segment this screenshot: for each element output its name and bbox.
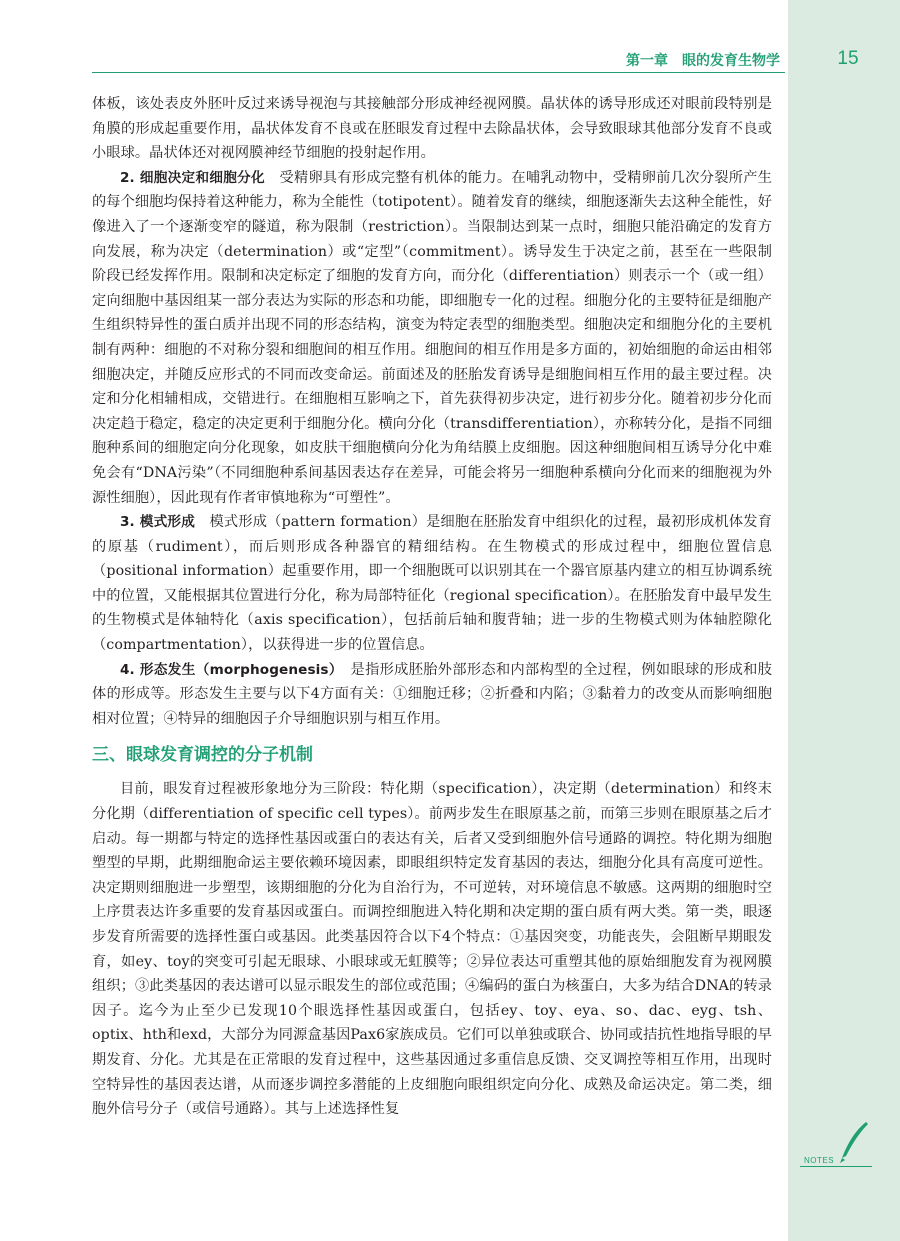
subsection-label-2: 2. 细胞决定和细胞分化 [120, 169, 265, 186]
paragraph-cell-determination [92, 166, 772, 510]
notes-marker [796, 1120, 880, 1170]
chapter-title: 第一章 眼的发育生物学 [626, 53, 780, 69]
section-heading: 三、眼球发育调控的分子机制 [92, 745, 313, 766]
page-body [92, 92, 772, 1122]
notes-sidebar [788, 0, 900, 1241]
subsection-label-3: 3. 模式形成 [120, 514, 196, 531]
header-rule [92, 72, 785, 73]
paragraph-lens-induction: 体板，该处表皮外胚叶反过来诱导视泡与其接触部分形成神经视网膜。晶状体的诱导形成还对眼前段特别是角膜的形成起重要作用，晶状体发育不良或在胚眼发育过程中去除晶状体，会导致眼球其他部分发育不良或小眼球。晶状体还对视网膜神经节细胞的投射起作用。 [92, 96, 772, 162]
paragraph-pattern-formation [92, 510, 772, 658]
subsection-text-2: 受精卵具有形成完整有机体的能力。在哺乳动物中，受精卵前几次分裂所产生的每个细胞均保持着这种能力，称为全能性（totipotent）。随着发育的继续，细胞逐渐失去这种全能性，好像进入了一个逐渐变窄的隧道，称为限制（restriction）。当限制达到某一点时，细胞只能沿确定的发育方向发展，称为决定（determination）或“定型”（commitment）。诱导发生于决定之前，甚至在一些限制阶段已经发挥作用。限制和决定标定了细胞的发育方向，而分化（differentiation）则表示一个（或一组）定向细胞中基因组某一部分表达为实际的形态和功能，即细胞专一化的过程。细胞分化的主要特征是细胞产生组织特异性的蛋白质并出现不同的形态结构，演变为特定表型的细胞类型。细胞决定和细胞分化的主要机制有两种：细胞的不对称分裂和细胞间的相互作用。细胞间的相互作用是多方面的，初始细胞的命运由相邻细胞决定，并随反应形式的不同而改变命运。前面述及的胚胎发育诱导是细胞间相互作用的最主要过程。决定和分化相辅相成，交错进行。在细胞相互影响之下，首先获得初步决定，进行初步分化。随着初步分化而决定趋于稳定，稳定的决定更利于细胞分化。横向分化（transdifferentiation），亦称转分化，是指不同细胞种系间的细胞定向分化现象，如皮肤干细胞横向分化为角结膜上皮细胞。因这种细胞间相互诱导分化中难免会有“DNA污染”（不同细胞种系间基因表达存在差异，可能会将另一细胞种系横向分化而来的细胞视为外源性细胞），因此现有作者审慎地称为“可塑性”。 [92, 169, 772, 506]
notes-label: NOTES [804, 1156, 835, 1165]
page-number: 15 [837, 48, 859, 69]
pen-icon [836, 1120, 872, 1164]
paragraph-morphogenesis [92, 658, 772, 732]
subsection-label-4: 4. 形态发生（morphogenesis） [120, 661, 336, 678]
notes-underline [800, 1166, 872, 1167]
paragraph-molecular-mechanism: 目前，眼发育过程被形象地分为三阶段：特化期（specification），决定期（determination）和终末分化期（differentiation of specific cell types）。前两步发生在眼原基之前，而第三步则在眼原基之后才启动。每一期都与特定的选择性基因或蛋白的表达有关，后者又受到细胞外信号通路的调控。特化期为细胞塑型的早期，此期细胞命运主要依赖环境因素，即眼组织特定发育基因的表达，细胞分化具有高度可逆性。决定期则细胞进一步塑型，该期细胞的分化为自治行为，不可逆转，对环境信息不敏感。这两期的细胞时空上序贯表达许多重要的发育基因或蛋白。而调控细胞进入特化期和决定期的蛋白质有两大类。第一类，眼逐步发育所需要的选择性蛋白或基因。此类基因符合以下4个特点：①基因突变，功能丧失，会阻断早期眼发育，如ey、toy的突变可引起无眼球、小眼球或无虹膜等；②异位表达可重塑其他的原始细胞发育为视网膜组织；③此类基因的表达谱可以显示眼发生的部位或范围；④编码的蛋白为核蛋白，大多为结合DNA的转录因子。迄今为止至少已发现10个眼选择性基因或蛋白，包括ey、toy、eya、so、dac、eyg、tsh、optix、hth和exd，大部分为同源盒基因Pax6家族成员。它们可以单独或联合、协同或拮抗性地指导眼的早期发育、分化。尤其是在正常眼的发育过程中，这些基因通过多重信息反馈、交叉调控等相互作用，出现时空特异性的基因表达谱，从而逐步调控多潜能的上皮细胞向眼组织定向分化、成熟及命运决定。第二类，细胞外信号分子（或信号通路）。其与上述选择性复 [92, 781, 772, 1118]
subsection-text-3: 模式形成（pattern formation）是细胞在胚胎发育中组织化的过程，最初形成机体发育的原基（rudiment），而后则形成各种器官的精细结构。在生物模式的形成过程中，细胞位置信息（positional information）起重要作用，即一个细胞既可以识别其在一个器官原基内建立的相互协调系统中的位置，又能根据其位置进行分化，称为局部特征化（regional specification）。在胚胎发育中最早发生的生物模式是体轴特化（axis specification），包括前后轴和腹背轴；进一步的生物模式则为体轴腔隙化（compartmentation），以获得进一步的位置信息。 [92, 514, 772, 654]
subsection-text-4: 是指形成胚胎外部形态和内部构型的全过程，例如眼球的形成和肢体的形成等。形态发生主要与以下4方面有关：①细胞迁移；②折叠和内陷；③黏着力的改变从而影响细胞相对位置；④特异的细胞因子介导细胞识别与相互作用。 [92, 661, 772, 727]
